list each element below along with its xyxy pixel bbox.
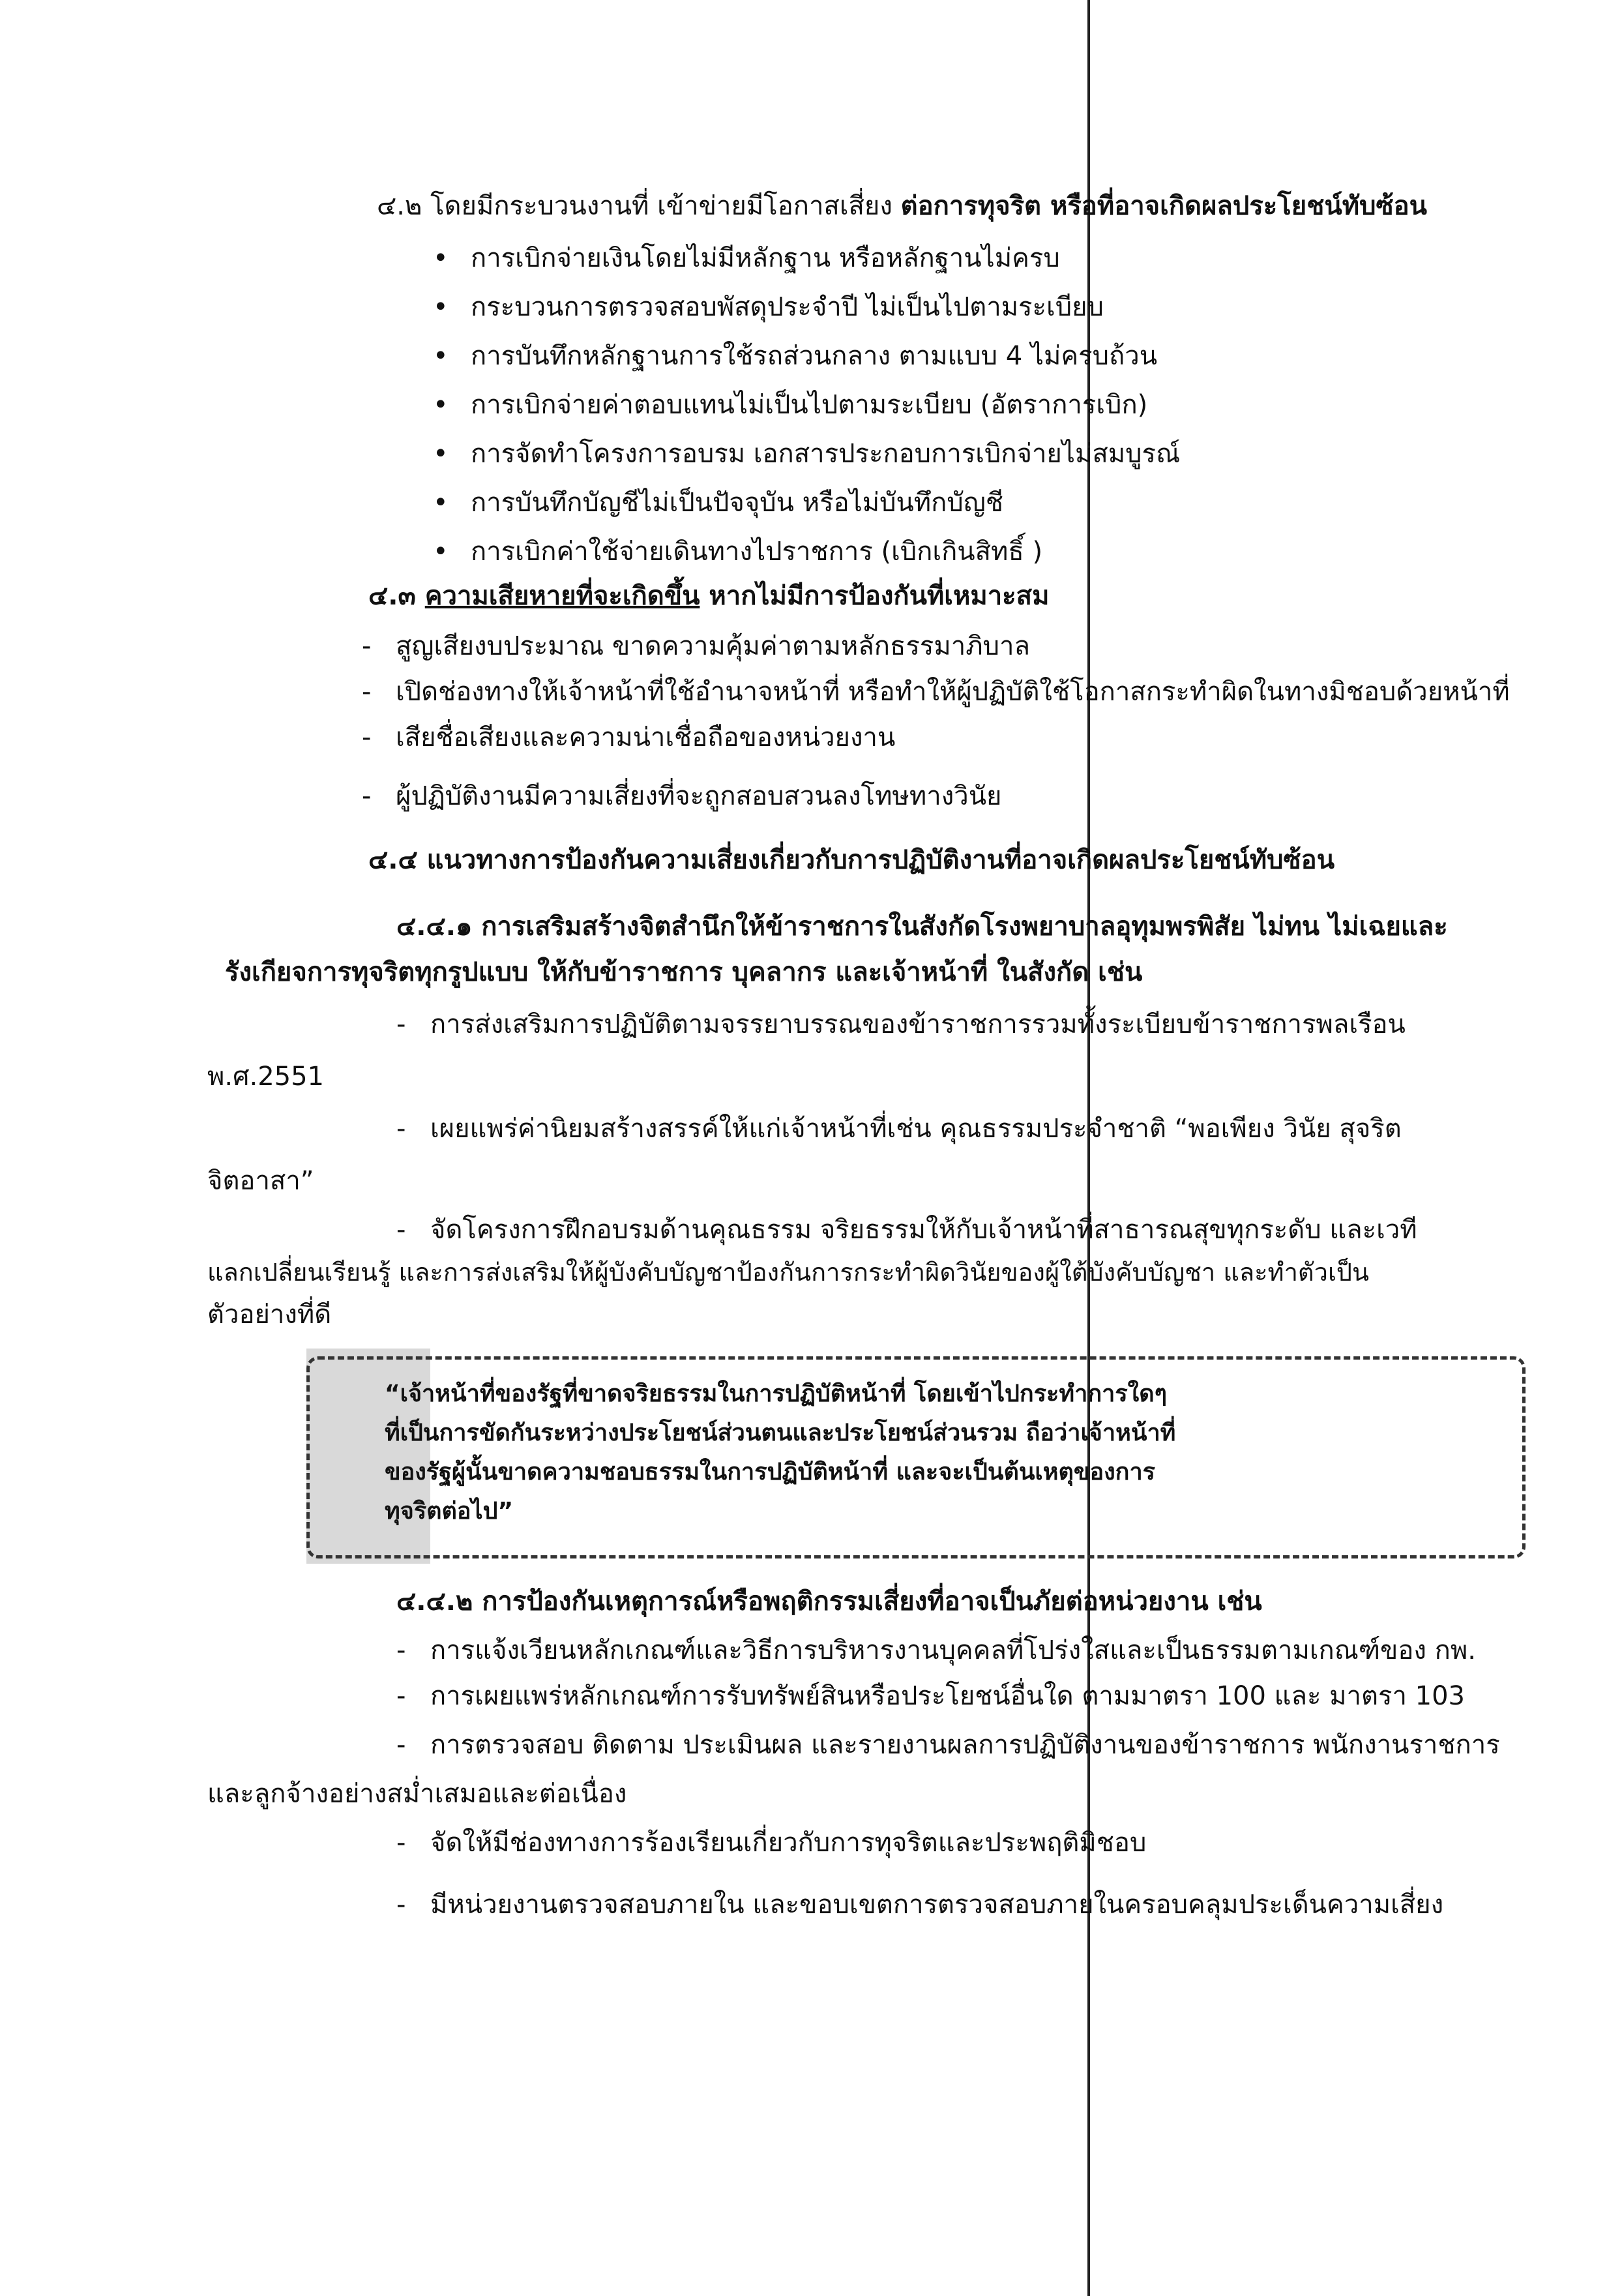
list-item bbox=[362, 675, 1510, 709]
list-item bbox=[396, 1633, 1476, 1667]
section-4-2-heading-part2: ต่อการทุจริต หรือที่อาจเกิดผลประโยชน์ทับซ้อน bbox=[900, 191, 1427, 221]
list-item-text: การเบิกค่าใช้จ่ายเดินทางไปราชการ (เบิกเกินสิทธิ์ ) bbox=[471, 537, 1043, 567]
dash-icon: - bbox=[396, 1730, 406, 1760]
section-4-3-number: ๔.๓ bbox=[368, 581, 425, 611]
list-item-text: การเบิกจ่ายค่าตอบแทนไม่เป็นไปตามระเบียบ (อัตราการเบิก) bbox=[471, 390, 1148, 420]
list-item bbox=[433, 437, 1180, 471]
dash-icon: - bbox=[362, 723, 372, 753]
dash-icon: - bbox=[396, 1215, 406, 1245]
dash-icon: - bbox=[396, 1828, 406, 1858]
bullet-icon: • bbox=[433, 537, 449, 567]
section-4-4-heading: ๔.๔ แนวทางการป้องกันความเสี่ยงเกี่ยวกับการปฏิบัติงานที่อาจเกิดผลประโยชน์ทับซ้อน bbox=[368, 845, 1335, 875]
list-item bbox=[433, 339, 1157, 373]
list-item-text: มีหน่วยงานตรวจสอบภายใน และขอบเขตการตรวจสอบภายในครอบคลุมประเด็นความเสี่ยง bbox=[430, 1890, 1444, 1920]
list-item-text: การบันทึกบัญชีไม่เป็นปัจจุบัน หรือไม่บันทึกบัญชี bbox=[471, 488, 1004, 518]
list-item-text: เปิดช่องทางให้เจ้าหน้าที่ใช้อำนาจหน้าที่ หรือทำให้ผู้ปฏิบัติใช้โอกาสกระทำผิดในทางมิชอบด้วยหน้าที่ bbox=[396, 677, 1510, 707]
list-item-text: กระบวนการตรวจสอบพัสดุประจำปี ไม่เป็นไปตามระเบียบ bbox=[471, 292, 1104, 322]
list-item bbox=[433, 388, 1147, 422]
bullet-icon: • bbox=[433, 390, 449, 420]
list-item bbox=[396, 1728, 1500, 1762]
list-item bbox=[396, 1826, 1146, 1860]
section-4-4-1-heading-line2: รังเกียจการทุจริตทุกรูปแบบ ให้กับข้าราชการ บุคลากร และเจ้าหน้าที่ ในสังกัด เช่น bbox=[225, 957, 1143, 987]
dash-icon: - bbox=[362, 631, 372, 661]
list-item-continuation: จิตอาสา” bbox=[207, 1166, 314, 1196]
list-item-text: ผู้ปฏิบัติงานมีความเสี่ยงที่จะถูกสอบสวนลงโทษทางวินัย bbox=[396, 781, 1002, 811]
quote-line: “เจ้าหน้าที่ของรัฐที่ขาดจริยธรรมในการปฏิบัติหน้าที่ โดยเข้าไปกระทำการใดๆ bbox=[385, 1380, 1167, 1407]
bullet-icon: • bbox=[433, 488, 449, 518]
list-item-text: การเผยแพร่หลักเกณฑ์การรับทรัพย์สินหรือประโยชน์อื่นใด ตามมาตรา 100 และ มาตรา 103 bbox=[430, 1681, 1465, 1711]
dash-icon: - bbox=[396, 1114, 406, 1144]
list-item bbox=[362, 629, 1030, 663]
dash-icon: - bbox=[396, 1635, 406, 1665]
list-item-text: การเบิกจ่ายเงินโดยไม่มีหลักฐาน หรือหลักฐานไม่ครบ bbox=[471, 243, 1060, 273]
list-item-text: การแจ้งเวียนหลักเกณฑ์และวิธีการบริหารงานบุคคลที่โปร่งใสและเป็นธรรมตามเกณฑ์ของ กพ. bbox=[430, 1635, 1476, 1665]
quote-text bbox=[385, 1375, 1493, 1531]
section-4-4-1-heading-line1: ๔.๔.๑ การเสริมสร้างจิตสำนึกให้ข้าราชการในสังกัดโรงพยาบาลอุทุมพรพิสัย ไม่ทน ไม่เฉยและ bbox=[396, 912, 1448, 942]
bullet-icon: • bbox=[433, 341, 449, 371]
section-4-2-heading-part1: ๔.๒ โดยมีกระบวนงานที่ เข้าข่ายมีโอกาสเสี่ยง bbox=[377, 191, 901, 221]
quote-line: ทุจริตต่อไป” bbox=[385, 1498, 514, 1525]
list-item-text: การตรวจสอบ ติดตาม ประเมินผล และรายงานผลการปฏิบัติงานของข้าราชการ พนักงานราชการ bbox=[430, 1730, 1500, 1760]
list-item bbox=[396, 1213, 1417, 1247]
section-4-3-underlined: ความเสียหายที่จะเกิดขึ้น bbox=[424, 581, 700, 611]
list-item bbox=[433, 241, 1060, 275]
list-item-continuation: และลูกจ้างอย่างสม่ำเสมอและต่อเนื่อง bbox=[207, 1779, 627, 1809]
dash-icon: - bbox=[362, 781, 372, 811]
list-item bbox=[396, 1112, 1402, 1146]
list-item-text: จัดให้มีช่องทางการร้องเรียนเกี่ยวกับการทุจริตและประพฤติมิชอบ bbox=[430, 1828, 1147, 1858]
dash-icon: - bbox=[396, 1890, 406, 1920]
list-item bbox=[433, 535, 1042, 569]
list-item bbox=[433, 290, 1104, 324]
list-item-text: การบันทึกหลักฐานการใช้รถส่วนกลาง ตามแบบ 4 ไม่ครบถ้วน bbox=[471, 341, 1158, 371]
section-4-4-2-heading: ๔.๔.๒ การป้องกันเหตุการณ์หรือพฤติกรรมเสี่ยงที่อาจเป็นภัยต่อหน่วยงาน เช่น bbox=[396, 1587, 1262, 1617]
list-item-continuation: พ.ศ.2551 bbox=[207, 1062, 324, 1092]
list-item-text: จัดโครงการฝึกอบรมด้านคุณธรรม จริยธรรมให้กับเจ้าหน้าที่สาธารณสุขทุกระดับ และเวที bbox=[430, 1215, 1417, 1245]
list-item bbox=[396, 1679, 1465, 1713]
list-item bbox=[396, 1888, 1443, 1922]
dash-icon: - bbox=[396, 1009, 406, 1039]
list-item-text: การส่งเสริมการปฏิบัติตามจรรยาบรรณของข้าราชการรวมทั้งระเบียบข้าราชการพลเรือน bbox=[430, 1009, 1406, 1039]
list-item-text: สูญเสียงบประมาณ ขาดความคุ้มค่าตามหลักธรรมาภิบาล bbox=[396, 631, 1030, 661]
list-item-text: เผยแพร่ค่านิยมสร้างสรรค์ให้แก่เจ้าหน้าที่เช่น คุณธรรมประจำชาติ “พอเพียง วินัย สุจริต bbox=[430, 1114, 1402, 1144]
bullet-icon: • bbox=[433, 439, 449, 469]
section-4-3-heading bbox=[368, 579, 1049, 613]
dash-icon: - bbox=[396, 1681, 406, 1711]
list-item-text: การจัดทำโครงการอบรม เอกสารประกอบการเบิกจ่ายไม่สมบูรณ์ bbox=[471, 439, 1181, 469]
section-4-3-rest: หากไม่มีการป้องกันที่เหมาะสม bbox=[700, 581, 1050, 611]
list-item bbox=[396, 1007, 1406, 1041]
quote-line: ของรัฐผู้นั้นขาดความชอบธรรมในการปฏิบัติหน้าที่ และจะเป็นต้นเหตุของการ bbox=[385, 1459, 1156, 1485]
list-item bbox=[362, 779, 1002, 813]
list-item bbox=[362, 721, 895, 754]
bullet-icon: • bbox=[433, 243, 449, 273]
quote-line: ที่เป็นการขัดกันระหว่างประโยชน์ส่วนตนและประโยชน์ส่วนรวม ถือว่าเจ้าหน้าที่ bbox=[385, 1420, 1176, 1446]
list-item bbox=[433, 486, 1003, 520]
section-4-2-heading bbox=[377, 189, 1427, 223]
bullet-icon: • bbox=[433, 292, 449, 322]
list-item-continuation: ตัวอย่างที่ดี bbox=[207, 1300, 332, 1330]
dash-icon: - bbox=[362, 677, 372, 707]
list-item-text: เสียชื่อเสียงและความน่าเชื่อถือของหน่วยงาน bbox=[396, 723, 896, 753]
list-item-continuation: แลกเปลี่ยนเรียนรู้ และการส่งเสริมให้ผู้บังคับบัญชาป้องกันการกระทำผิดวินัยของผู้ใต้บังคับบัญชา และทำตัวเป็น bbox=[207, 1258, 1370, 1287]
